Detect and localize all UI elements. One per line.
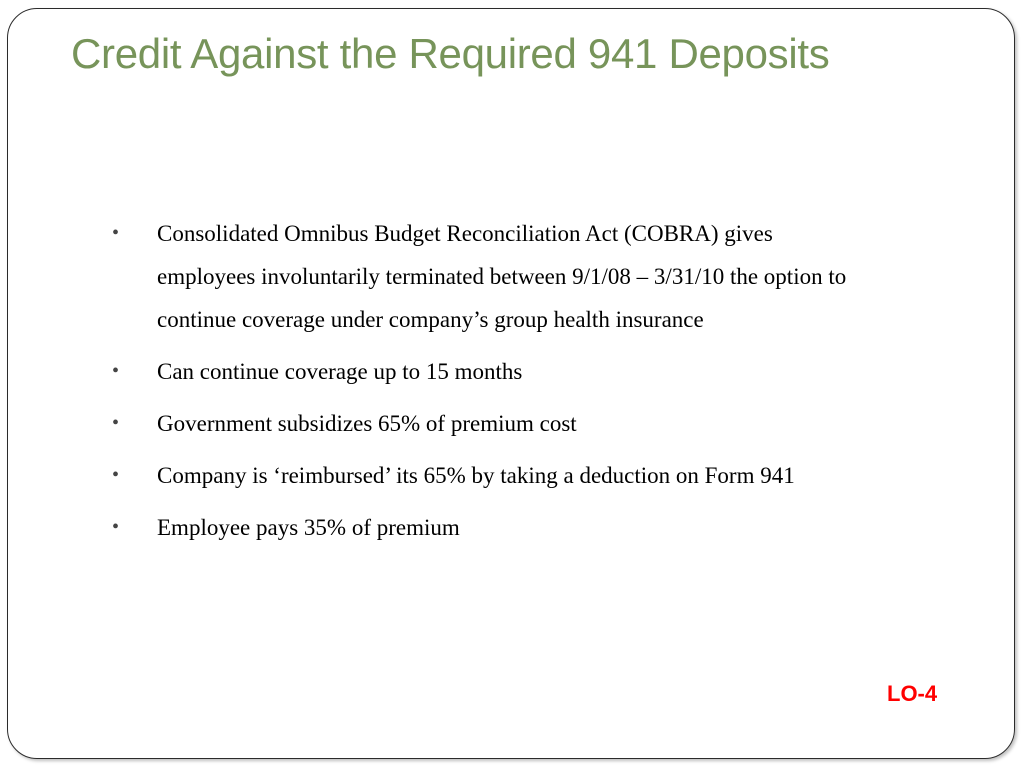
bullet-icon: • <box>112 222 120 244</box>
bullet-text: Government subsidizes 65% of premium cost <box>157 411 577 436</box>
bullet-item <box>112 350 872 393</box>
bullet-icon: • <box>112 516 120 538</box>
bullet-item <box>112 402 872 445</box>
bullet-text: Can continue coverage up to 15 months <box>157 359 523 384</box>
bullet-text: Company is ‘reimbursed’ its 65% by taking a deduction on Form 941 <box>157 463 795 488</box>
bullet-icon: • <box>112 412 120 434</box>
bullet-item <box>112 212 872 341</box>
bullet-icon: • <box>112 464 120 486</box>
bullet-list <box>112 212 872 558</box>
bullet-text: Employee pays 35% of premium <box>157 515 460 540</box>
bullet-item <box>112 454 872 497</box>
bullet-icon: • <box>112 360 120 382</box>
slide-title: Credit Against the Required 941 Deposits <box>71 30 830 77</box>
learning-objective-tag: LO-4 <box>887 681 938 706</box>
bullet-item <box>112 506 872 549</box>
bullet-text: Consolidated Omnibus Budget Reconciliation Act (COBRA) gives employees involuntarily terminated between 9/1/08 – 3/31/10 the option to continue coverage under company’s group health insurance <box>157 221 847 332</box>
